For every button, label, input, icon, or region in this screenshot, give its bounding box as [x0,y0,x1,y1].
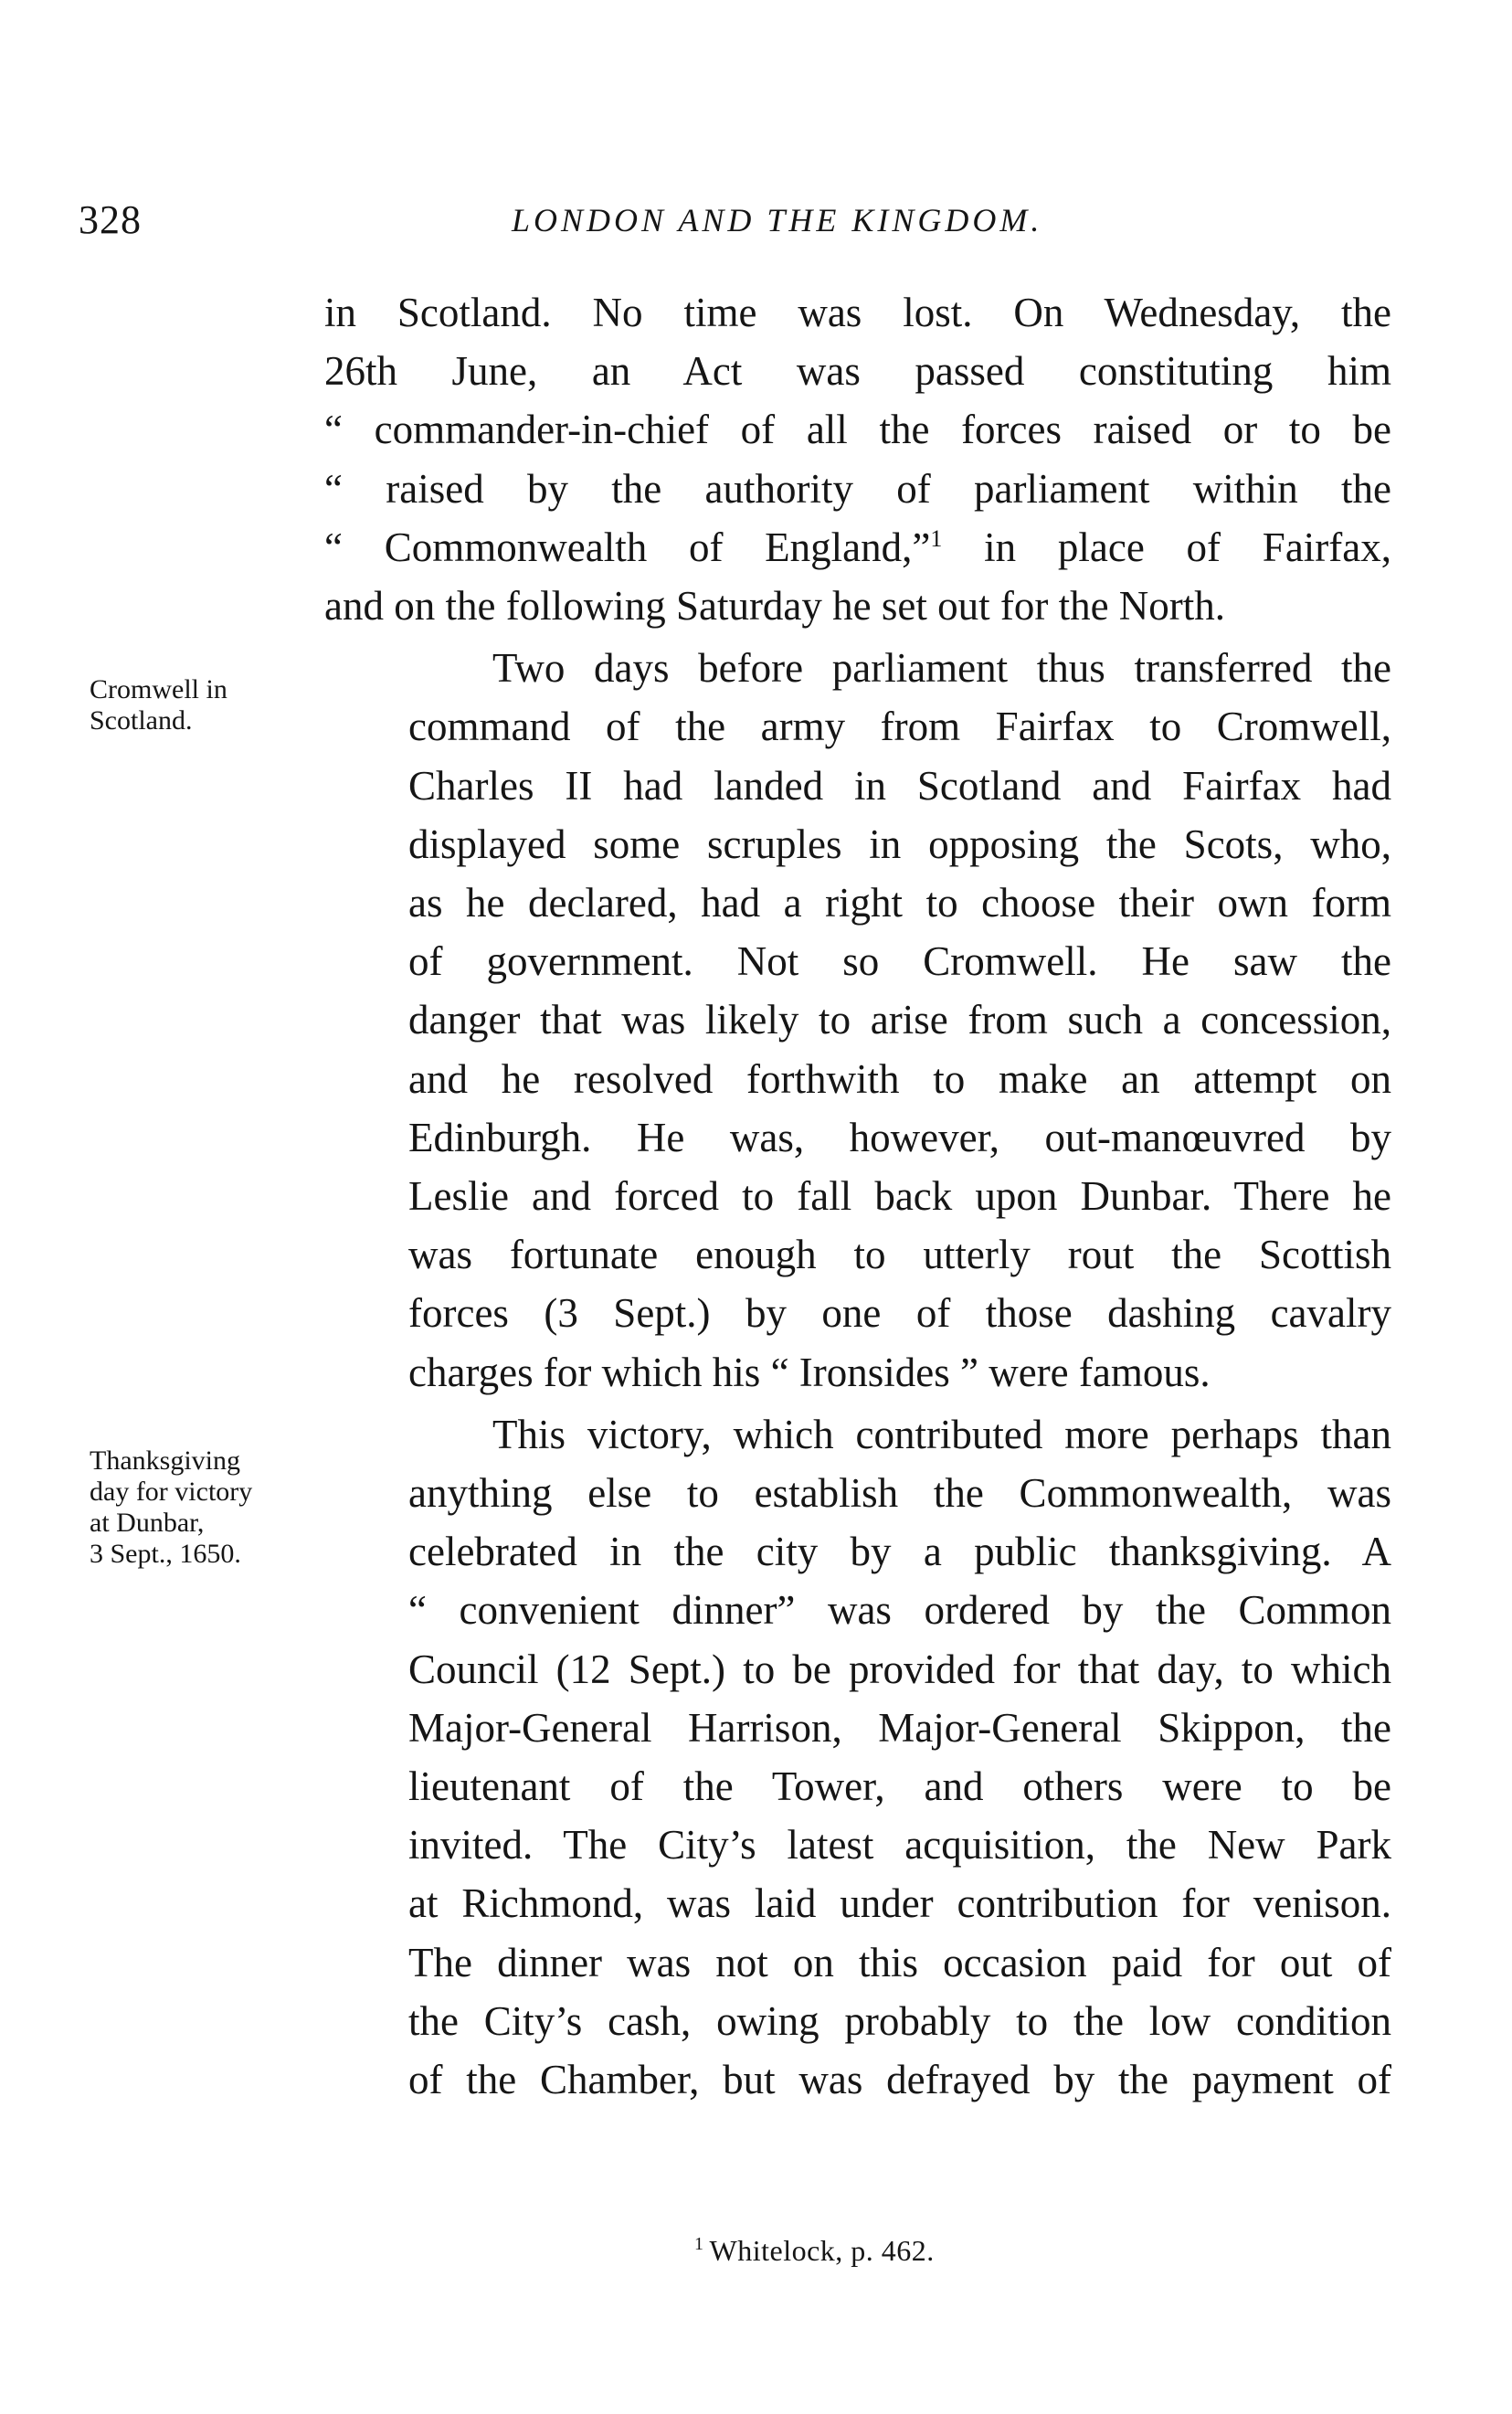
text-line: danger that was likely to arise from such a concession, [408,997,1391,1043]
text-line: Two days before parliament thus transferred the [492,645,1391,692]
running-head: LONDON AND THE KINGDOM. [512,202,1043,238]
text-line: “ raised by the authority of parliament within the [324,465,1391,512]
footnote-marker: 1 [694,2234,704,2255]
text-line: of the Chamber, but was defrayed by the payment of [408,2057,1391,2103]
text-segment: “ Commonwealth of England,” [324,524,931,570]
text-segment: in place of Fairfax, [942,524,1391,570]
paragraph-2 [324,639,1391,1402]
margin-note-line: at Dunbar, [90,1508,205,1538]
text-line: “ commander-in-chief of all the forces raised or to be [324,407,1391,453]
text-line-with-footnote-ref [324,518,1391,577]
margin-note-line: 3 Sept., 1650. [90,1539,241,1569]
margin-note-line: Cromwell in [90,674,227,704]
margin-note-line: Scotland. [90,705,193,736]
text-line: “ convenient dinner” was ordered by the Common [408,1587,1391,1634]
text-line: Charles II had landed in Scotland and Fairfax had [408,762,1391,809]
page-number: 328 [79,197,142,242]
text-line: celebrated in the city by a public thanksgiving. A [408,1529,1391,1575]
text-line: Edinburgh. He was, however, out-manœuvred by [408,1114,1391,1160]
footnote-text: Whitelock, p. 462. [709,2234,935,2267]
text-line: forces (3 Sept.) by one of those dashing cavalry [408,1290,1391,1337]
paragraph-1 [324,283,1391,635]
text-line: charges for which his “ Ironsides ” were famous. [408,1349,1211,1395]
text-line: 26th June, an Act was passed constituting him [324,348,1391,395]
margin-note-thanksgiving-dunbar [90,1445,309,1570]
text-line: invited. The City’s latest acquisition, the New Park [408,1822,1391,1869]
text-line: anything else to establish the Commonwealth, was [408,1470,1391,1517]
footnote-reference: 1 [930,524,943,552]
text-line: in Scotland. No time was lost. On Wednesday, the [324,290,1391,335]
text-line: This victory, which contributed more perhaps than [492,1411,1391,1457]
text-line: displayed some scruples in opposing the Scots, who, [408,821,1391,867]
text-line: Council (12 Sept.) to be provided for that day, to which [408,1646,1391,1692]
margin-note-line: Thanksgiving [90,1445,240,1476]
margin-note-cromwell-in-scotland [90,674,309,736]
body-text [324,283,1391,2109]
text-line: and he resolved forthwith to make an attempt on [408,1055,1391,1102]
text-line: the City’s cash, owing probably to the low condition [408,1997,1391,2044]
text-line: command of the army from Fairfax to Cromwell, [408,704,1391,750]
text-line: lieutenant of the Tower, and others were to be [408,1763,1391,1810]
text-line: and on the following Saturday he set out for the North. [324,583,1226,630]
text-line: The dinner was not on this occasion paid for out of [408,1939,1391,1985]
text-line: Major-General Harrison, Major-General Skippon, the [408,1704,1391,1751]
paragraph-3 [324,1405,1391,2109]
text-line: was fortunate enough to utterly rout the Scottish [408,1232,1391,1278]
footnote [694,2234,935,2268]
text-line: of government. Not so Cromwell. He saw the [408,938,1391,985]
margin-note-line: day for victory [90,1477,253,1507]
text-line: Leslie and forced to fall back upon Dunbar. There he [408,1173,1391,1220]
text-line: as he declared, had a right to choose their own form [408,880,1391,926]
text-line: at Richmond, was laid under contribution for venison. [408,1880,1391,1927]
